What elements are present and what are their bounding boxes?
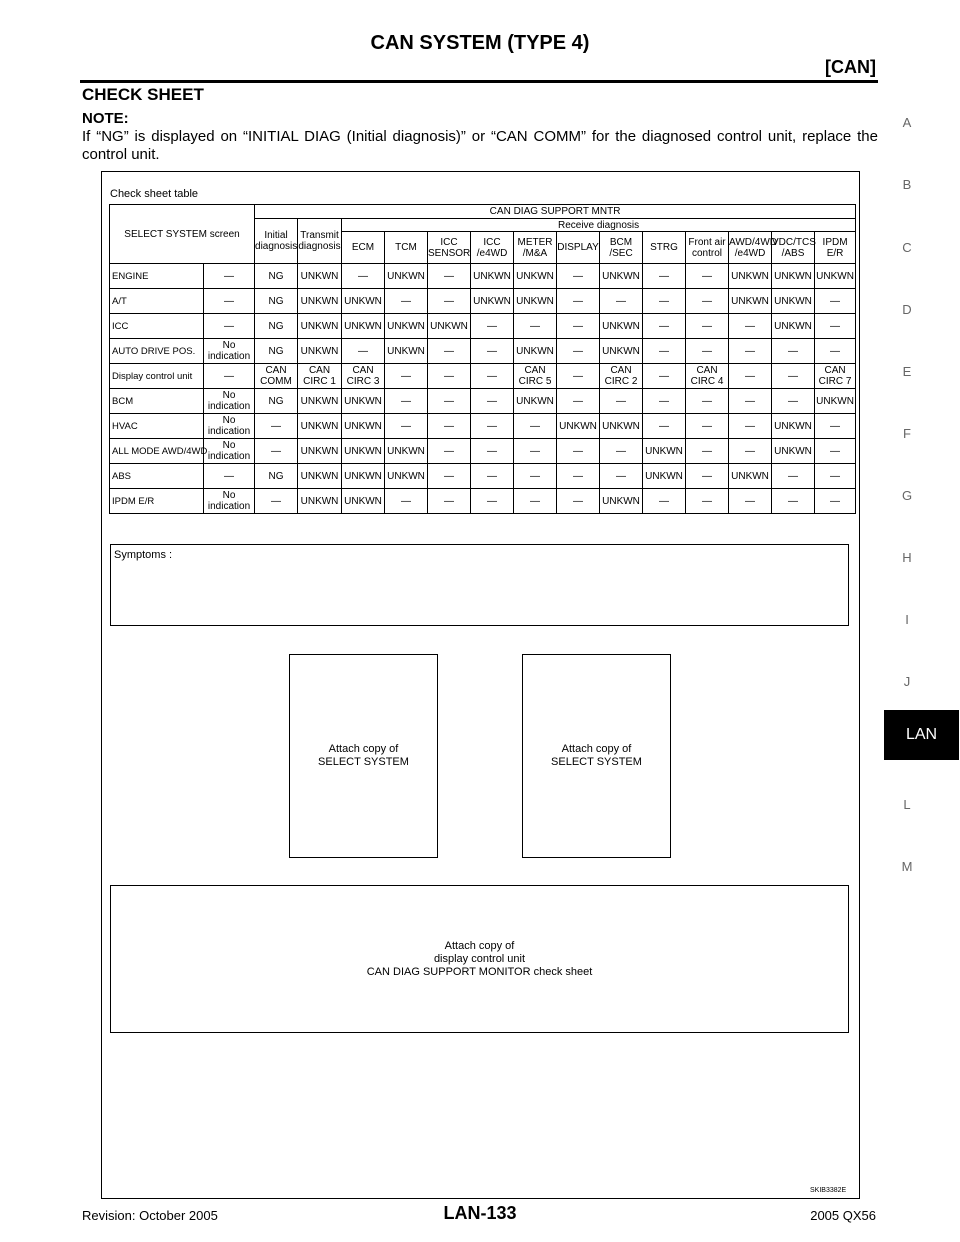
status-cell: — bbox=[428, 264, 471, 289]
status-cell: — bbox=[428, 289, 471, 314]
side-index-letter: E bbox=[902, 364, 912, 379]
status-cell: UNKWN bbox=[298, 489, 342, 514]
status-cell: — bbox=[600, 389, 643, 414]
status-cell: No indication bbox=[204, 439, 255, 464]
status-cell: No indication bbox=[204, 489, 255, 514]
status-cell: UNKWN bbox=[298, 339, 342, 364]
mntr-header: CAN DIAG SUPPORT MNTR bbox=[255, 205, 856, 219]
side-index-letter: I bbox=[905, 612, 909, 627]
status-cell: UNKWN bbox=[471, 289, 514, 314]
status-cell: UNKWN bbox=[600, 264, 643, 289]
status-cell: UNKWN bbox=[342, 464, 385, 489]
system-name-cell: Display control unit bbox=[110, 364, 204, 389]
status-cell: — bbox=[686, 489, 729, 514]
table-row bbox=[110, 389, 856, 414]
footer-page-number: LAN-133 bbox=[443, 1203, 517, 1223]
status-cell: — bbox=[815, 464, 856, 489]
status-cell: UNKWN bbox=[514, 289, 557, 314]
status-cell: — bbox=[385, 364, 428, 389]
status-cell: — bbox=[557, 364, 600, 389]
status-cell: UNKWN bbox=[298, 414, 342, 439]
side-index-letter: B bbox=[902, 177, 912, 192]
table-row bbox=[110, 339, 856, 364]
check-sheet-heading: CHECK SHEET bbox=[82, 85, 204, 104]
status-cell: — bbox=[643, 364, 686, 389]
status-cell: — bbox=[204, 264, 255, 289]
status-cell: — bbox=[204, 364, 255, 389]
side-index-letter: A bbox=[902, 115, 912, 130]
status-cell: — bbox=[557, 264, 600, 289]
status-cell: — bbox=[772, 489, 815, 514]
status-cell: — bbox=[385, 389, 428, 414]
attach-select-system-box-right bbox=[522, 654, 671, 858]
status-cell: UNKWN bbox=[385, 464, 428, 489]
note-text: If “NG” is displayed on “INITIAL DIAG (Initial diagnosis)” or “CAN COMM” for the diagnosed control unit, replace the control unit. bbox=[82, 128, 878, 163]
header-rule bbox=[80, 80, 878, 83]
status-cell: — bbox=[729, 439, 772, 464]
system-name-cell: ICC bbox=[110, 314, 204, 339]
side-index-active-tab: LAN bbox=[884, 710, 959, 760]
receive-col-header: DISPLAY bbox=[557, 232, 600, 264]
status-cell: UNKWN bbox=[772, 264, 815, 289]
check-sheet-table bbox=[109, 204, 856, 514]
status-cell: UNKWN bbox=[342, 439, 385, 464]
status-cell: — bbox=[557, 339, 600, 364]
status-cell: UNKWN bbox=[385, 439, 428, 464]
status-cell: No indication bbox=[204, 414, 255, 439]
status-cell: — bbox=[600, 439, 643, 464]
status-cell: CAN CIRC 4 bbox=[686, 364, 729, 389]
status-cell: — bbox=[729, 414, 772, 439]
attach-right-text: Attach copy of SELECT SYSTEM bbox=[551, 743, 642, 768]
status-cell: No indication bbox=[204, 339, 255, 364]
status-cell: — bbox=[255, 414, 298, 439]
symptoms-label: Symptoms : bbox=[114, 549, 173, 561]
status-cell: NG bbox=[255, 264, 298, 289]
status-cell: UNKWN bbox=[298, 289, 342, 314]
status-cell: UNKWN bbox=[385, 264, 428, 289]
status-cell: — bbox=[686, 264, 729, 289]
status-cell: — bbox=[686, 414, 729, 439]
system-name-cell: HVAC bbox=[110, 414, 204, 439]
status-cell: — bbox=[643, 389, 686, 414]
attach-monitor-sheet-box bbox=[110, 885, 849, 1033]
status-cell: — bbox=[471, 364, 514, 389]
attach-bottom-line-2: display control unit bbox=[433, 952, 526, 965]
receive-col-header: ECM bbox=[342, 232, 385, 264]
status-cell: — bbox=[514, 489, 557, 514]
attach-left-text: Attach copy of SELECT SYSTEM bbox=[318, 743, 409, 768]
status-cell: — bbox=[428, 414, 471, 439]
status-cell: UNKWN bbox=[514, 339, 557, 364]
status-cell: UNKWN bbox=[342, 414, 385, 439]
status-cell: — bbox=[471, 464, 514, 489]
status-cell: UNKWN bbox=[342, 314, 385, 339]
select-system-header: SELECT SYSTEM screen bbox=[110, 205, 255, 264]
system-name-cell: A/T bbox=[110, 289, 204, 314]
receive-col-header: VDC/TCS /ABS bbox=[772, 232, 815, 264]
table-caption: Check sheet table bbox=[110, 188, 199, 200]
attach-bottom-line-3: CAN DIAG SUPPORT MONITOR check sheet bbox=[366, 965, 593, 978]
status-cell: — bbox=[557, 389, 600, 414]
status-cell: UNKWN bbox=[298, 464, 342, 489]
status-cell: — bbox=[600, 289, 643, 314]
status-cell: UNKWN bbox=[557, 414, 600, 439]
attach-bottom-line-1: Attach copy of bbox=[444, 939, 515, 952]
status-cell: — bbox=[686, 314, 729, 339]
status-cell: — bbox=[514, 439, 557, 464]
status-cell: NG bbox=[255, 389, 298, 414]
status-cell: — bbox=[729, 339, 772, 364]
status-cell: UNKWN bbox=[600, 339, 643, 364]
status-cell: — bbox=[471, 439, 514, 464]
status-cell: CAN COMM bbox=[255, 364, 298, 389]
side-index-letter: D bbox=[902, 302, 912, 317]
status-cell: — bbox=[428, 339, 471, 364]
status-cell: — bbox=[729, 489, 772, 514]
status-cell: UNKWN bbox=[772, 314, 815, 339]
system-name-cell: AUTO DRIVE POS. bbox=[110, 339, 204, 364]
status-cell: — bbox=[342, 339, 385, 364]
status-cell: No indication bbox=[204, 389, 255, 414]
status-cell: — bbox=[815, 414, 856, 439]
receive-col-header: BCM /SEC bbox=[600, 232, 643, 264]
receive-col-header: ICC SENSOR bbox=[428, 232, 471, 264]
status-cell: — bbox=[471, 389, 514, 414]
status-cell: — bbox=[772, 364, 815, 389]
status-cell: UNKWN bbox=[729, 464, 772, 489]
status-cell: UNKWN bbox=[385, 339, 428, 364]
system-name-cell: ABS bbox=[110, 464, 204, 489]
status-cell: — bbox=[686, 439, 729, 464]
status-cell: UNKWN bbox=[342, 289, 385, 314]
status-cell: UNKWN bbox=[772, 289, 815, 314]
table-row bbox=[110, 464, 856, 489]
receive-diagnosis-header: Receive diagnosis bbox=[342, 219, 856, 232]
status-cell: — bbox=[686, 289, 729, 314]
status-cell: — bbox=[643, 314, 686, 339]
status-cell: — bbox=[471, 314, 514, 339]
status-cell: — bbox=[686, 464, 729, 489]
status-cell: — bbox=[729, 389, 772, 414]
status-cell: — bbox=[514, 314, 557, 339]
status-cell: UNKWN bbox=[600, 414, 643, 439]
status-cell: — bbox=[471, 414, 514, 439]
receive-col-header: METER /M&A bbox=[514, 232, 557, 264]
receive-col-header: ICC /e4WD bbox=[471, 232, 514, 264]
status-cell: UNKWN bbox=[729, 264, 772, 289]
figure-code: SKIB3382E bbox=[810, 1187, 847, 1194]
transmit-diagnosis-header: Transmit diagnosis bbox=[298, 219, 342, 264]
status-cell: NG bbox=[255, 339, 298, 364]
status-cell: CAN CIRC 5 bbox=[514, 364, 557, 389]
status-cell: — bbox=[815, 289, 856, 314]
status-cell: — bbox=[204, 314, 255, 339]
table-row bbox=[110, 364, 856, 389]
status-cell: — bbox=[255, 489, 298, 514]
system-name-cell: IPDM E/R bbox=[110, 489, 204, 514]
side-index-letter: J bbox=[903, 674, 911, 689]
status-cell: UNKWN bbox=[514, 389, 557, 414]
status-cell: UNKWN bbox=[298, 389, 342, 414]
status-cell: — bbox=[815, 314, 856, 339]
status-cell: — bbox=[428, 464, 471, 489]
status-cell: — bbox=[772, 464, 815, 489]
side-index-letter: M bbox=[901, 859, 913, 874]
status-cell: — bbox=[471, 489, 514, 514]
status-cell: UNKWN bbox=[815, 389, 856, 414]
status-cell: — bbox=[428, 389, 471, 414]
status-cell: UNKWN bbox=[643, 439, 686, 464]
status-cell: NG bbox=[255, 314, 298, 339]
status-cell: NG bbox=[255, 464, 298, 489]
table-row bbox=[110, 439, 856, 464]
status-cell: — bbox=[815, 489, 856, 514]
status-cell: — bbox=[686, 339, 729, 364]
system-name-cell: ENGINE bbox=[110, 264, 204, 289]
status-cell: UNKWN bbox=[298, 314, 342, 339]
status-cell: CAN CIRC 7 bbox=[815, 364, 856, 389]
status-cell: — bbox=[600, 464, 643, 489]
status-cell: CAN CIRC 2 bbox=[600, 364, 643, 389]
footer-model: 2005 QX56 bbox=[810, 1208, 876, 1223]
table-row bbox=[110, 264, 856, 289]
status-cell: UNKWN bbox=[815, 264, 856, 289]
table-row bbox=[110, 414, 856, 439]
status-cell: — bbox=[643, 264, 686, 289]
status-cell: — bbox=[729, 364, 772, 389]
side-index-letter: C bbox=[902, 240, 912, 255]
table-row bbox=[110, 314, 856, 339]
note-label: NOTE: bbox=[82, 110, 129, 127]
status-cell: — bbox=[255, 439, 298, 464]
status-cell: UNKWN bbox=[298, 439, 342, 464]
status-cell: — bbox=[514, 464, 557, 489]
status-cell: UNKWN bbox=[298, 264, 342, 289]
status-cell: UNKWN bbox=[342, 389, 385, 414]
status-cell: — bbox=[514, 414, 557, 439]
status-cell: UNKWN bbox=[600, 314, 643, 339]
status-cell: — bbox=[772, 389, 815, 414]
status-cell: CAN CIRC 1 bbox=[298, 364, 342, 389]
side-index-letter: F bbox=[903, 426, 911, 441]
status-cell: CAN CIRC 3 bbox=[342, 364, 385, 389]
receive-col-header: TCM bbox=[385, 232, 428, 264]
status-cell: — bbox=[342, 264, 385, 289]
status-cell: — bbox=[772, 339, 815, 364]
status-cell: — bbox=[729, 314, 772, 339]
page-title: CAN SYSTEM (TYPE 4) bbox=[370, 32, 590, 54]
status-cell: — bbox=[204, 289, 255, 314]
status-cell: — bbox=[643, 289, 686, 314]
status-cell: — bbox=[557, 289, 600, 314]
status-cell: — bbox=[428, 489, 471, 514]
status-cell: UNKWN bbox=[772, 439, 815, 464]
receive-col-header: Front air control bbox=[686, 232, 729, 264]
status-cell: — bbox=[204, 464, 255, 489]
status-cell: — bbox=[643, 489, 686, 514]
side-index-letter: H bbox=[902, 550, 912, 565]
status-cell: — bbox=[471, 339, 514, 364]
status-cell: UNKWN bbox=[643, 464, 686, 489]
status-cell: — bbox=[643, 339, 686, 364]
receive-col-header: AWD/4WD /e4WD bbox=[729, 232, 772, 264]
status-cell: — bbox=[686, 389, 729, 414]
attach-select-system-box-left bbox=[289, 654, 438, 858]
system-name-cell: BCM bbox=[110, 389, 204, 414]
status-cell: UNKWN bbox=[428, 314, 471, 339]
section-label: [CAN] bbox=[825, 57, 876, 77]
footer-revision: Revision: October 2005 bbox=[82, 1208, 218, 1223]
status-cell: — bbox=[385, 289, 428, 314]
status-cell: — bbox=[428, 439, 471, 464]
status-cell: UNKWN bbox=[471, 264, 514, 289]
status-cell: — bbox=[385, 489, 428, 514]
status-cell: UNKWN bbox=[729, 289, 772, 314]
status-cell: NG bbox=[255, 289, 298, 314]
status-cell: — bbox=[557, 439, 600, 464]
status-cell: UNKWN bbox=[514, 264, 557, 289]
status-cell: — bbox=[815, 339, 856, 364]
status-cell: UNKWN bbox=[772, 414, 815, 439]
status-cell: UNKWN bbox=[342, 489, 385, 514]
status-cell: — bbox=[643, 414, 686, 439]
table-row bbox=[110, 489, 856, 514]
receive-col-header: IPDM E/R bbox=[815, 232, 856, 264]
side-index-letter: L bbox=[903, 797, 911, 812]
symptoms-box bbox=[110, 544, 849, 626]
system-name-cell: ALL MODE AWD/4WD bbox=[110, 439, 204, 464]
status-cell: UNKWN bbox=[385, 314, 428, 339]
receive-col-header: STRG bbox=[643, 232, 686, 264]
status-cell: UNKWN bbox=[600, 489, 643, 514]
status-cell: — bbox=[428, 364, 471, 389]
side-index-letter: G bbox=[901, 488, 913, 503]
table-row bbox=[110, 289, 856, 314]
status-cell: — bbox=[557, 314, 600, 339]
status-cell: — bbox=[385, 414, 428, 439]
status-cell: — bbox=[557, 464, 600, 489]
initial-diagnosis-header: Initial diagnosis bbox=[255, 219, 298, 264]
status-cell: — bbox=[557, 489, 600, 514]
status-cell: — bbox=[815, 439, 856, 464]
